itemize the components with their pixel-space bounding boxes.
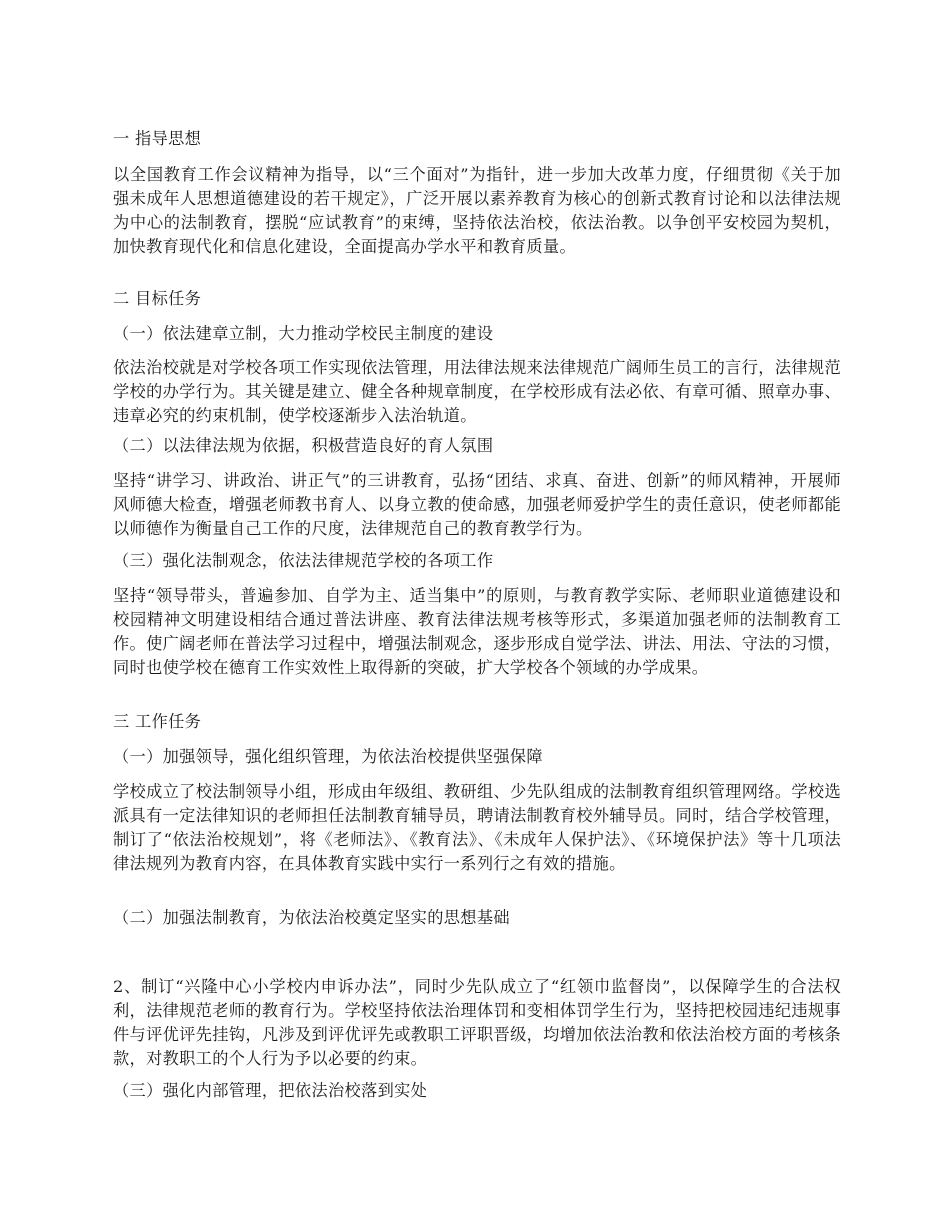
subheading-goal-2: （二）以法律法规为依据，积极营造良好的育人氛围: [113, 436, 494, 455]
subheading-goal-1: （一）依法建章立制，大力推动学校民主制度的建设: [113, 324, 494, 343]
paragraph-goal-2: 坚持“讲学习、讲政治、讲正气”的三讲教育，弘扬“团结、求真、奋进、创新”的师风精神，开展师风师德大检查，增强老师教书育人、以身立教的使命感，加强老师爱护学生的责任意识，使老师都能以师德作为衡量自己工作的尺度，法律规范自己的教育教学行为。: [113, 471, 841, 538]
paragraph-task-1: 学校成立了校法制领导小组，形成由年级组、教研组、少先队组成的法制教育组织管理网络。学校选派具有一定法律知识的老师担任法制教育辅导员，聘请法制教育校外辅导员。同时，结合学校管理，制订了“依法治校规划”，将《老师法》、《教育法》、《未成年人保护法》、《环境保护法》等十几项法律法规列为教育内容，在具体教育实践中实行一系列行之有效的措施。: [113, 782, 841, 873]
paragraph-goal-1: 依法治校就是对学校各项工作实现依法管理，用法律法规来法律规范广阔师生员工的言行，法律规范学校的办学行为。其关键是建立、健全各种规章制度，在学校形成有法必依、有章可循、照章办事、违章必究的约束机制，使学校逐渐步入法治轨道。: [113, 358, 841, 425]
section-heading-tasks: 三 工作任务: [113, 712, 202, 731]
section-heading-goals: 二 目标任务: [113, 289, 202, 308]
paragraph-goal-3: 坚持“领导带头，普遍参加、自学为主、适当集中”的原则，与教育教学实际、老师职业道德建设和校园精神文明建设相结合通过普法讲座、教育法律法规考核等形式，多渠道加强老师的法制教育工作。使广阔老师在普法学习过程中，增强法制观念，逐步形成自觉学法、讲法、用法、守法的习惯，同时也使学校在德育工作实效性上取得新的突破，扩大学校各个领域的办学成果。: [113, 586, 841, 677]
subheading-goal-3: （三）强化法制观念，依法法律规范学校的各项工作: [113, 551, 494, 570]
section-heading-guiding-ideology: 一 指导思想: [113, 129, 202, 148]
subheading-task-1: （一）加强领导，强化组织管理，为依法治校提供坚强保障: [113, 747, 543, 766]
subheading-task-3: （三）强化内部管理，把依法治校落到实处: [113, 1081, 428, 1100]
paragraph-guiding-ideology: 以全国教育工作会议精神为指导，以“三个面对”为指针，进一步加大改革力度，仔细贯彻《关于加强未成年人思想道德建设的若干规定》，广泛开展以素养教育为核心的创新式教育讨论和以法律法规为中心的法制教育，摆脱“应试教育”的束缚，坚持依法治校，依法治教。以争创平安校园为契机，加快教育现代化和信息化建设，全面提高办学水平和教育质量。: [113, 165, 841, 256]
subheading-task-2: （二）加强法制教育，为依法治校奠定坚实的思想基础: [113, 908, 510, 927]
paragraph-task-2-item-2: 2、制订“兴隆中心小学校内申诉办法”，同时少先队成立了“红领巾监督岗”，以保障学生的合法权利，法律规范老师的教育行为。学校坚持依法治理体罚和变相体罚学生行为，坚持把校园违纪违规事件与评优评先挂钩，凡涉及到评优评先或教职工评职晋级，均增加依法治教和依法治校方面的考核条款，对教职工的个人行为予以必要的约束。: [113, 977, 841, 1068]
